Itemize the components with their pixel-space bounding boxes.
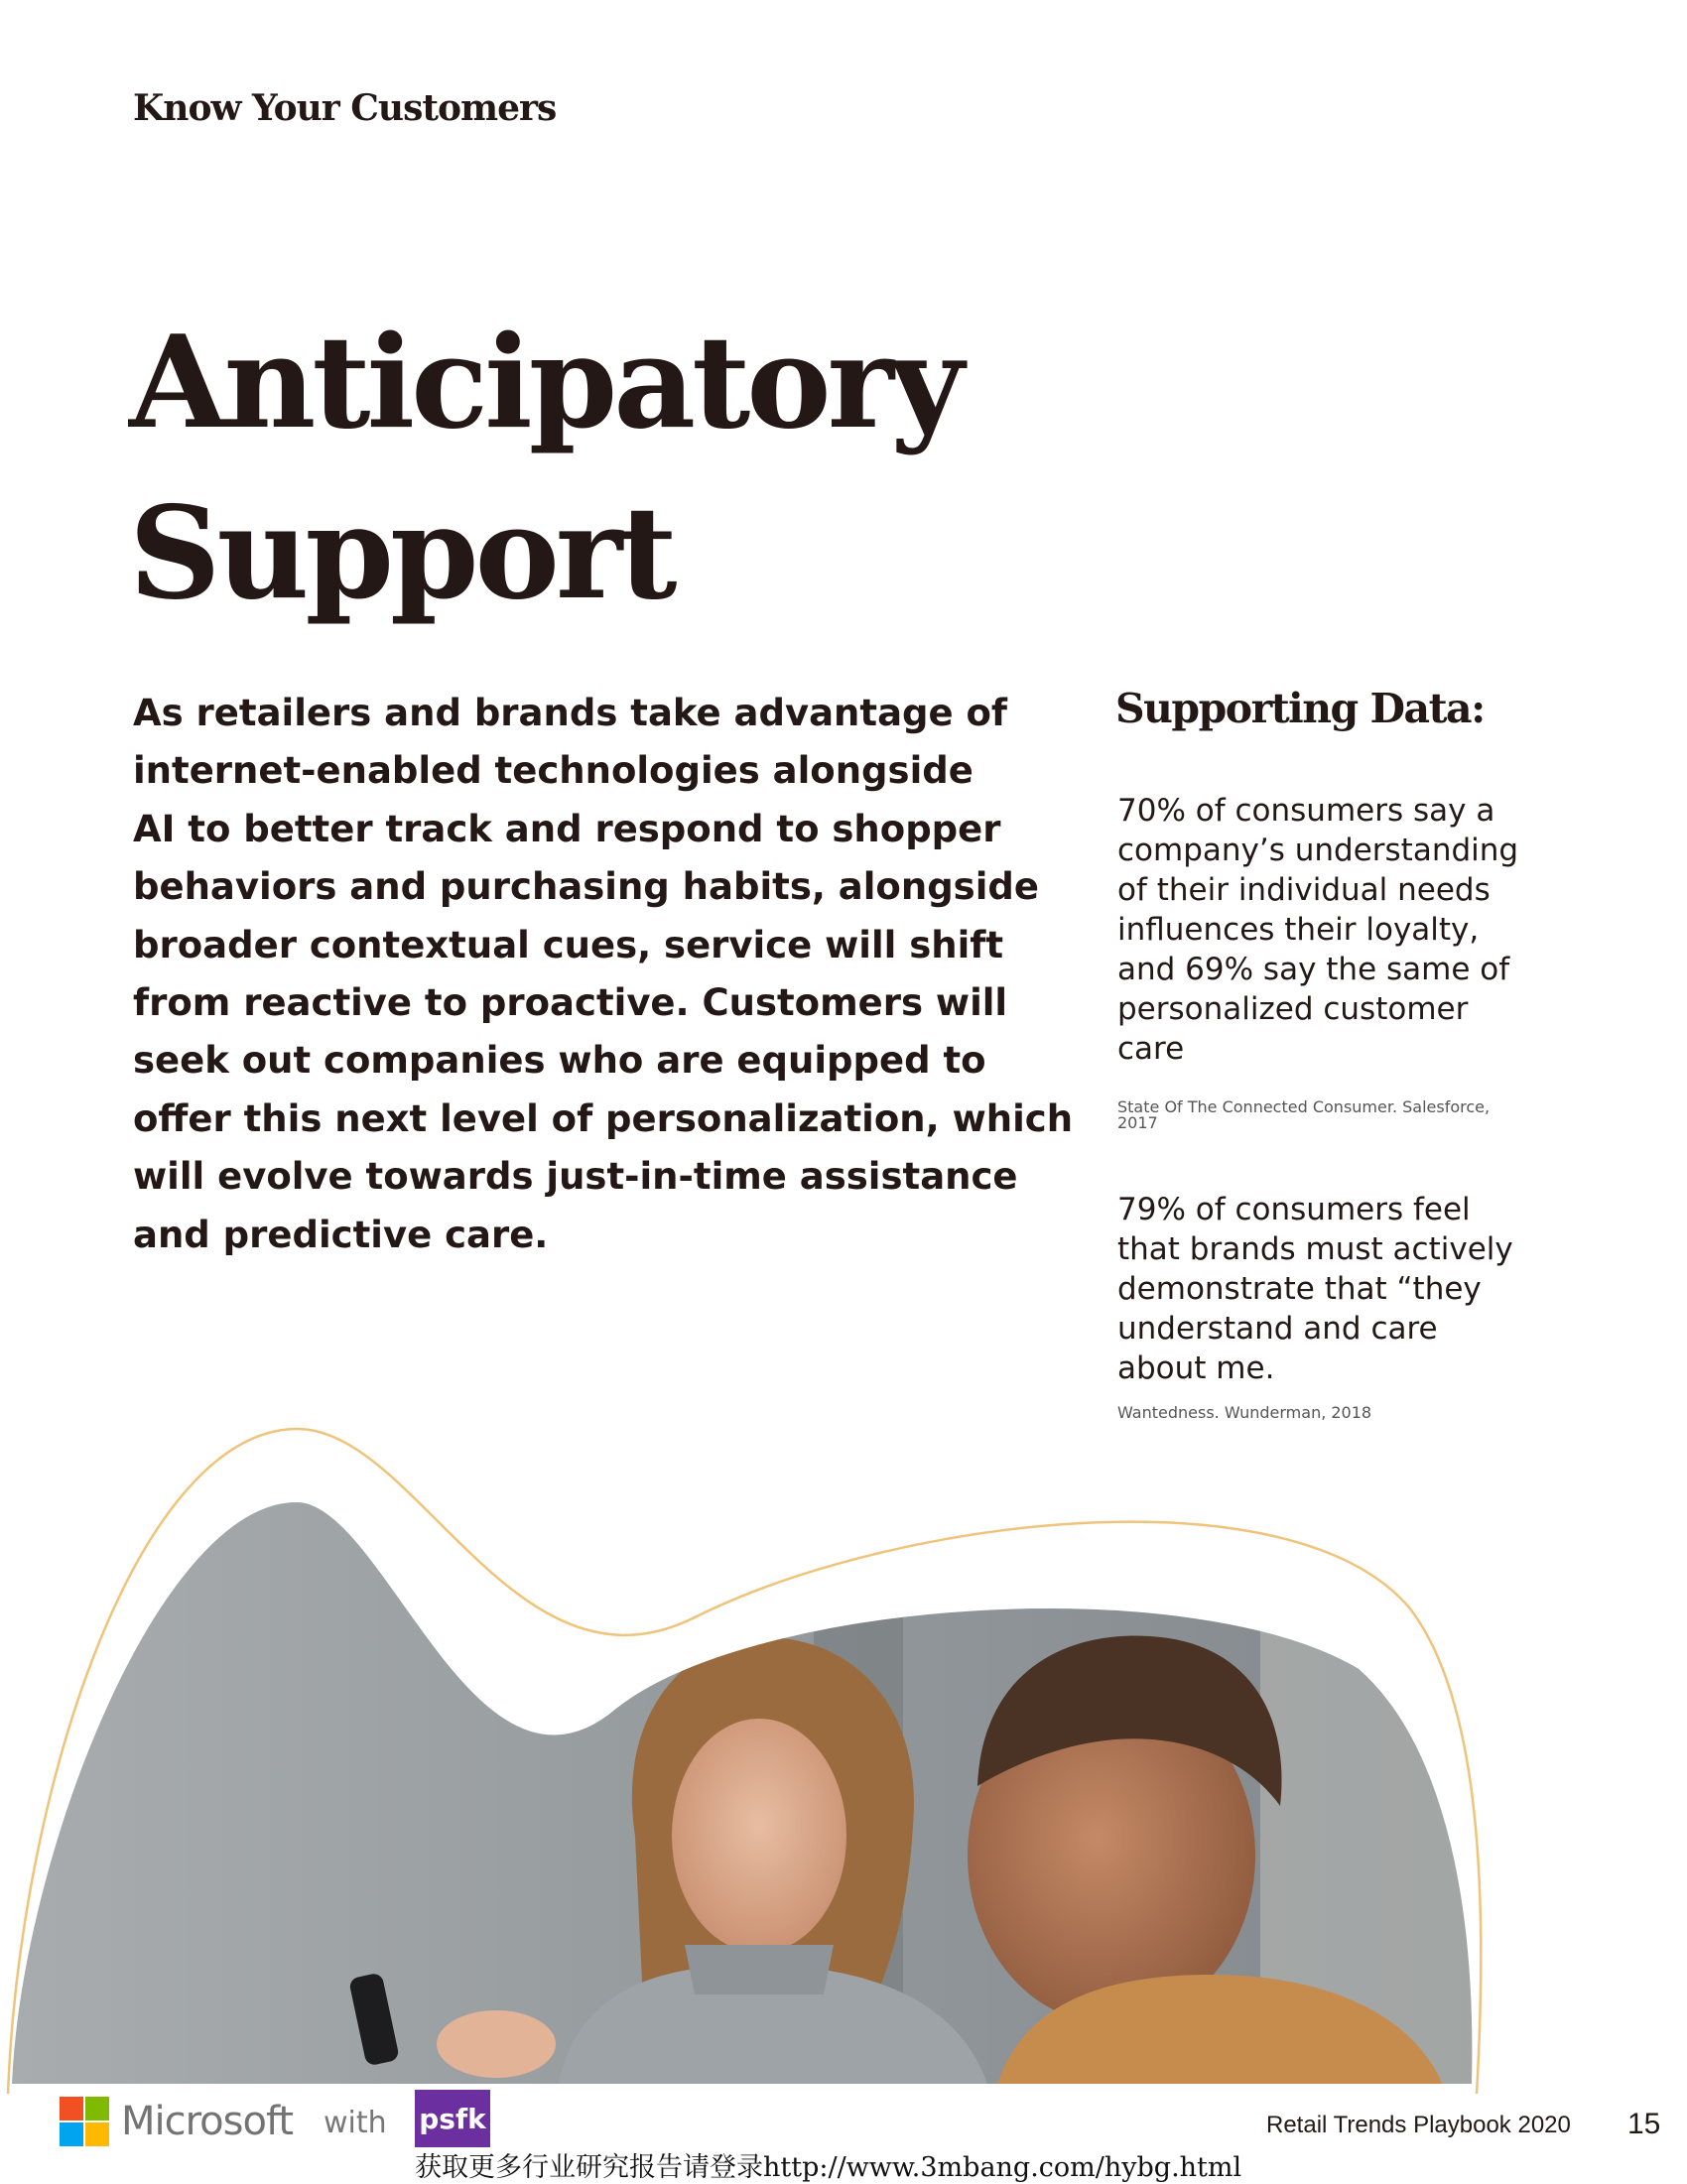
body-line: As retailers and brands take advantage of (133, 692, 1008, 734)
promo-banner-link[interactable]: 获取更多行业研究报告请登录http://www.3mbang.com/hybg.html (415, 2152, 1242, 2183)
page-title (129, 298, 960, 639)
stat-block (1117, 791, 1574, 1069)
stat-line: that brands must actively (1117, 1231, 1513, 1267)
supporting-data-heading: Supporting Data: (1115, 685, 1485, 732)
body-line: broader contextual cues, service will shift (133, 923, 1004, 966)
body-line: seek out companies who are equipped to (133, 1039, 986, 1083)
stat-line: care (1117, 1031, 1185, 1067)
microsoft-logo (60, 2094, 293, 2149)
stat-line: influences their loyalty, (1117, 912, 1480, 948)
source-line: Wantedness. Wunderman, 2018 (1117, 1403, 1372, 1422)
body-line: from reactive to proactive. Customers will (133, 981, 1008, 1025)
microsoft-squares-icon (60, 2097, 109, 2146)
hero-photo (0, 1409, 1687, 2104)
body-line: behaviors and purchasing habits, alongside (133, 865, 1039, 909)
section-label: Know Your Customers (133, 87, 557, 129)
body-line: and predictive care. (133, 1213, 549, 1256)
stat-block (1117, 1190, 1574, 1388)
stat-line: about me. (1117, 1350, 1275, 1386)
hero-photo-section (0, 1409, 1687, 2104)
stat-line: 70% of consumers say a (1117, 793, 1495, 829)
stat-line: understand and care (1117, 1311, 1438, 1347)
title-line: Anticipatory (129, 309, 961, 457)
stat-line: company’s understanding (1117, 833, 1519, 868)
stat-line: of their individual needs (1117, 872, 1491, 908)
stat-source (1117, 1099, 1564, 1131)
stat-line: 79% of consumers feel (1117, 1192, 1471, 1227)
body-paragraph (133, 685, 1076, 1264)
page-number: 15 (1627, 2108, 1661, 2140)
microsoft-wordmark: Microsoft (121, 2099, 294, 2144)
with-label: with (324, 2106, 387, 2140)
psfk-logo: psfk (415, 2090, 490, 2147)
body-line: offer this next level of personalization, which (133, 1096, 1074, 1140)
stat-line: personalized customer (1117, 991, 1469, 1027)
body-line: internet-enabled technologies alongside (133, 749, 973, 793)
source-line: State Of The Connected Consumer. Salesforce, (1117, 1097, 1491, 1116)
publication-title: Retail Trends Playbook 2020 (1266, 2112, 1571, 2138)
source-line: 2017 (1117, 1113, 1158, 1132)
body-line: will evolve towards just-in-time assistance (133, 1155, 1018, 1199)
body-line: AI to better track and respond to shopper (133, 807, 1001, 850)
stat-line: and 69% say the same of (1117, 952, 1510, 987)
stat-line: demonstrate that “they (1117, 1271, 1482, 1307)
title-line: Support (129, 479, 674, 628)
